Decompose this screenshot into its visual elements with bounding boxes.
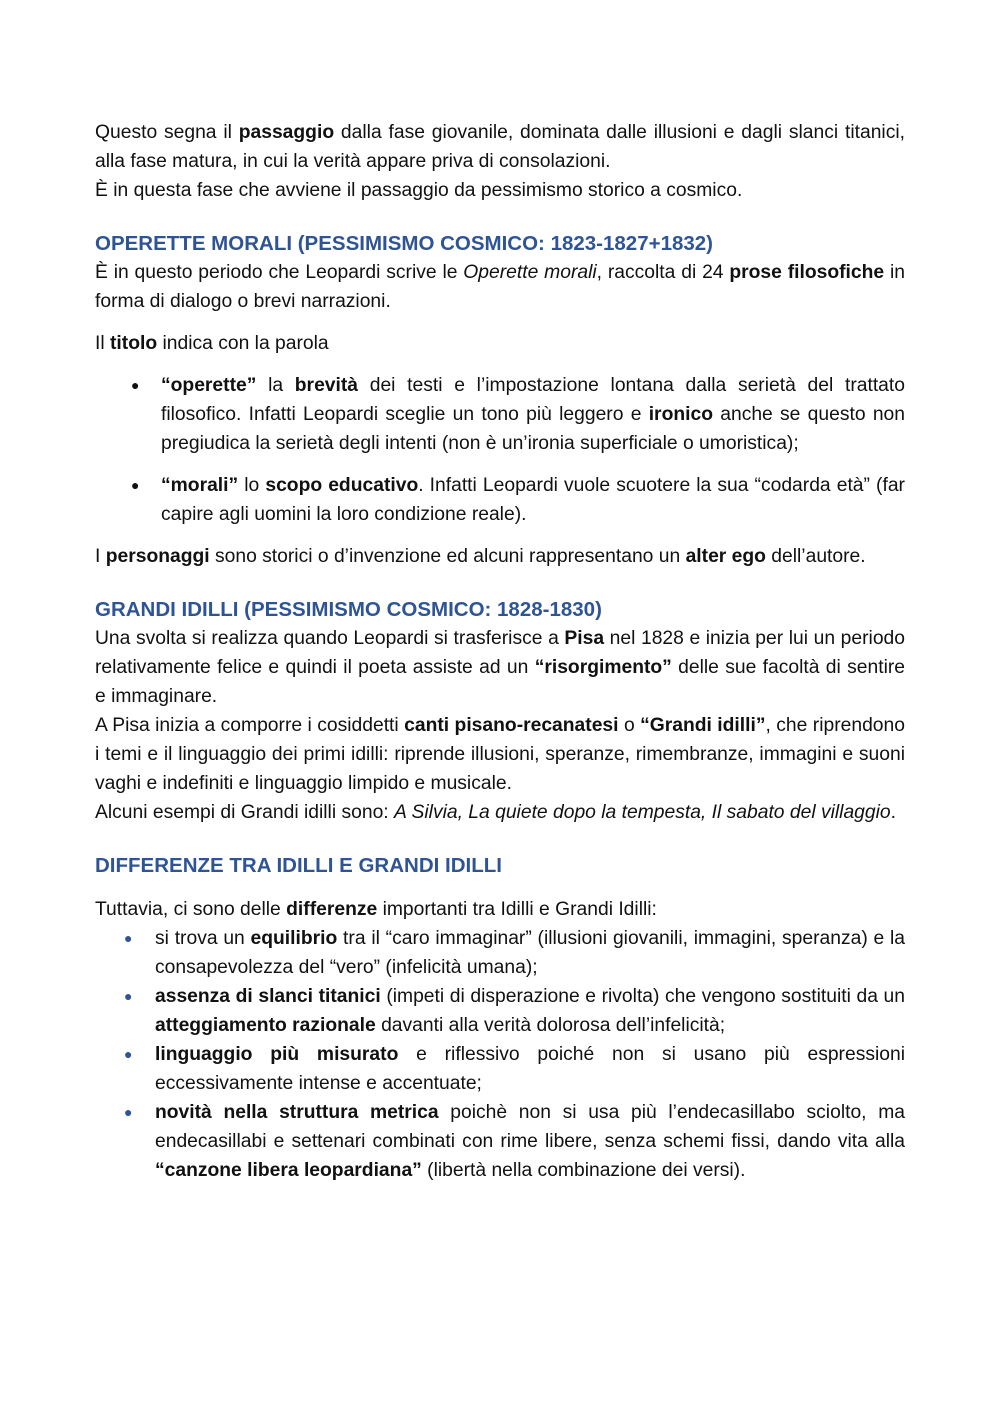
section-heading-grandi-idilli: GRANDI IDILLI (PESSIMISMO COSMICO: 1828-1830) bbox=[95, 598, 602, 621]
spacer bbox=[95, 316, 905, 329]
text-run: la bbox=[256, 375, 295, 396]
text-run: importanti tra Idilli e Grandi Idilli: bbox=[377, 899, 657, 920]
list-item bbox=[95, 1040, 905, 1098]
list-item bbox=[95, 471, 905, 529]
text-run: poichè non si usa più l’endecasillabo sciolto, ma endecasillabi e settenari combinati con rime libere, senza schemi fissi, dando vita alla bbox=[155, 1102, 905, 1152]
bold-run: “morali” bbox=[161, 475, 239, 496]
spacer bbox=[95, 827, 905, 851]
italic-run: A Silvia, La quiete dopo la tempesta, Il sabato del villaggio bbox=[394, 802, 891, 823]
bullet-icon: ● bbox=[124, 1104, 133, 1120]
text-run: dell’autore. bbox=[765, 546, 866, 567]
text-run: in forma di dialogo o brevi narrazioni. bbox=[95, 262, 905, 312]
bold-run: differenze bbox=[286, 899, 378, 920]
bold-run: scopo educativo bbox=[265, 475, 419, 496]
list-item bbox=[95, 1098, 905, 1185]
text-run: . Infatti Leopardi vuole scuotere la sua “codarda età” (far capire agli uomini la loro condizione reale). bbox=[161, 475, 905, 525]
bold-run: prose filosofiche bbox=[729, 262, 885, 283]
text-run: (libertà nella combinazione dei versi). bbox=[421, 1160, 746, 1181]
italic-run: Operette morali bbox=[463, 262, 597, 283]
bold-run: equilibrio bbox=[250, 928, 338, 949]
text-run: A Pisa inizia a comporre i cosiddetti bbox=[95, 715, 405, 736]
bold-run: alter ego bbox=[685, 546, 766, 567]
text-run: . bbox=[890, 802, 896, 823]
spacer bbox=[95, 880, 905, 895]
spacer bbox=[95, 529, 905, 542]
operette-paragraph-3 bbox=[95, 542, 905, 571]
spacer bbox=[95, 205, 905, 229]
text-run: , raccolta di 24 bbox=[596, 262, 730, 283]
bold-run: novità nella struttura metrica bbox=[155, 1102, 439, 1123]
bold-run: “canzone libera leopardiana” bbox=[155, 1160, 422, 1181]
bullet-icon: ● bbox=[131, 377, 140, 393]
intro-paragraph-2: È in questa fase che avviene il passaggio da pessimismo storico a cosmico. bbox=[95, 180, 743, 201]
text-run: Una svolta si realizza quando Leopardi si trasferisce a bbox=[95, 628, 565, 649]
operette-paragraph-2 bbox=[95, 329, 905, 358]
bold-run: titolo bbox=[110, 333, 158, 354]
text-run: o bbox=[618, 715, 641, 736]
grandi-paragraph-1 bbox=[95, 624, 905, 711]
text-run: I bbox=[95, 546, 106, 567]
document-content bbox=[95, 118, 905, 1185]
bold-run: brevità bbox=[294, 375, 359, 396]
text-run: delle sue facoltà di sentire e immaginare. bbox=[95, 657, 906, 707]
list-item bbox=[95, 371, 905, 458]
section-heading-differenze: DIFFERENZE TRA IDILLI E GRANDI IDILLI bbox=[95, 854, 502, 877]
grandi-paragraph-3 bbox=[95, 798, 905, 827]
bold-run: personaggi bbox=[105, 546, 210, 567]
text-run: (impeti di disperazione e rivolta) che vengono sostituiti da un bbox=[380, 986, 905, 1007]
text-run: dalla fase giovanile, dominata dalle illusioni e dagli slanci titanici, alla fase matura, in cui la verità appare priva di consolazioni. bbox=[95, 122, 905, 172]
text-run: anche se questo non pregiudica la serietà degli intenti (non è un’ironia superficiale o umoristica); bbox=[161, 404, 905, 454]
bold-run: “operette” bbox=[161, 375, 257, 396]
text-run: Tuttavia, ci sono delle bbox=[95, 899, 287, 920]
operette-paragraph-1 bbox=[95, 258, 905, 316]
intro-paragraph bbox=[95, 118, 905, 176]
bold-run: assenza di slanci titanici bbox=[155, 986, 381, 1007]
text-run: davanti alla verità dolorosa dell’infelicità; bbox=[375, 1015, 726, 1036]
text-run: Il bbox=[95, 333, 110, 354]
bullet-icon: ● bbox=[124, 930, 133, 946]
bold-run: linguaggio più misurato bbox=[155, 1044, 399, 1065]
text-run: indica con la parola bbox=[157, 333, 329, 354]
bold-run: passaggio bbox=[238, 122, 335, 143]
bold-run: ironico bbox=[648, 404, 713, 425]
bold-run: canti pisano-recanatesi bbox=[404, 715, 619, 736]
text-run: tra il “caro immaginar” (illusioni giovanili, immagini, speranza) e la consapevolezza del “vero” (infelicità umana); bbox=[155, 928, 905, 978]
bullet-icon: ● bbox=[124, 988, 133, 1004]
text-run: Alcuni esempi di Grandi idilli sono: bbox=[95, 802, 395, 823]
bullet-icon: ● bbox=[131, 477, 140, 493]
text-run: Questo segna il bbox=[95, 122, 239, 143]
bold-run: Pisa bbox=[564, 628, 605, 649]
bold-run: “Grandi idilli” bbox=[640, 715, 766, 736]
text-run: , che riprendono i temi e il linguaggio dei primi idilli: riprende illusioni, speranze, rimembranze, immagini e suoni vaghi e indefiniti e linguaggio limpido e musicale. bbox=[95, 715, 905, 794]
bullet-icon: ● bbox=[124, 1046, 133, 1062]
differenze-bullet-list bbox=[95, 924, 905, 1185]
list-item bbox=[95, 924, 905, 982]
text-run: dei testi e l’impostazione lontana dalla serietà del trattato filosofico. Infatti Leopardi sceglie un tono più leggero e bbox=[161, 375, 905, 425]
list-item bbox=[95, 982, 905, 1040]
text-run: sono storici o d’invenzione ed alcuni rappresentano un bbox=[209, 546, 686, 567]
text-run: e riflessivo poiché non si usano più espressioni eccessivamente intense e accentuate; bbox=[155, 1044, 906, 1094]
text-run: È in questo periodo che Leopardi scrive le bbox=[95, 262, 464, 283]
bold-run: atteggiamento razionale bbox=[155, 1015, 376, 1036]
grandi-paragraph-2 bbox=[95, 711, 905, 798]
spacer bbox=[95, 358, 905, 371]
differenze-paragraph-1 bbox=[95, 895, 905, 924]
text-run: si trova un bbox=[155, 928, 251, 949]
bold-run: “risorgimento” bbox=[534, 657, 672, 678]
text-run: lo bbox=[238, 475, 266, 496]
text-run: nel 1828 e inizia per lui un periodo relativamente felice e quindi il poeta assiste ad un bbox=[95, 628, 905, 678]
section-heading-operette: OPERETTE MORALI (PESSIMISMO COSMICO: 1823-1827+1832) bbox=[95, 232, 714, 255]
operette-bullet-list bbox=[95, 371, 905, 529]
spacer bbox=[95, 571, 905, 595]
